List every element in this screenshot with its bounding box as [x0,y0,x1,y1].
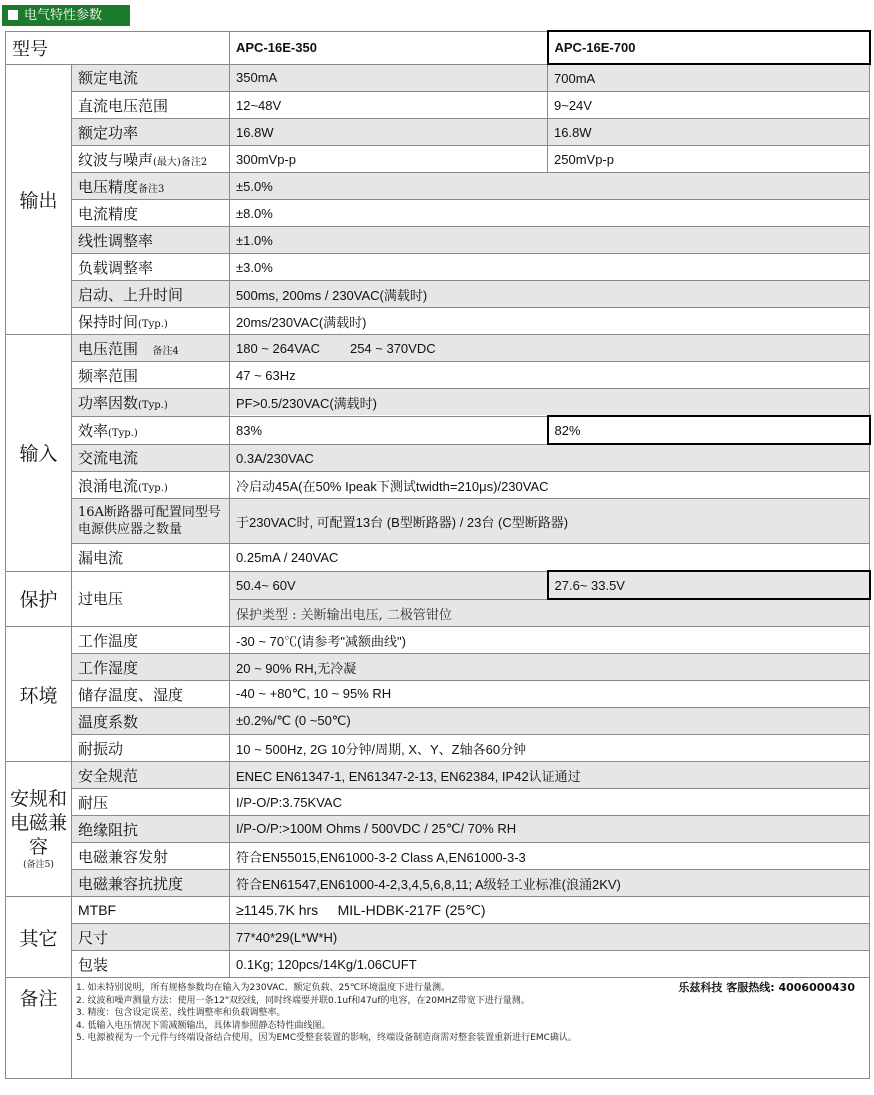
row-value: 0.25mA / 240VAC [230,544,870,572]
row-value: 83% [230,416,548,444]
spec-table [5,30,871,1079]
row-value: 700mA [548,64,870,92]
row-label: 效率(Typ.) [72,416,230,444]
row-value: 27.6~ 33.5V [548,571,870,599]
row-value: I/P-O/P:>100M Ohms / 500VDC / 25℃/ 70% RH [230,816,870,843]
row-label: 工作温度 [72,627,230,654]
row-label: 电压范围 备注4 [72,335,230,362]
row-label: 电压精度备注3 [72,173,230,200]
row-value: -30 ~ 70℃(请参考"减额曲线") [230,627,870,654]
table-row [6,173,870,200]
row-value: 12~48V [230,92,548,119]
row-label: 过电压 [72,571,230,627]
row-label: 16A断路器可配置同型号电源供应器之数量 [72,499,230,544]
row-label: 线性调整率 [72,227,230,254]
row-value: 16.8W [548,119,870,146]
row-label: 尺寸 [72,924,230,951]
row-value: ±8.0% [230,200,870,227]
note-line: 5. 电源被视为一个元件与终端设备结合使用，因为EMC受整套装置的影响，终端设备制造商需对整套装置重新进行EMC确认。 [76,1033,577,1043]
row-value: 冷启动45A(在50% Ipeak下测试twidth=210μs)/230VAC [230,472,870,499]
category-safety-emc: 安规和电磁兼容 (备注5) [6,762,72,897]
notes-cell [72,978,870,1079]
row-value: 82% [548,416,870,444]
row-label: 电流精度 [72,200,230,227]
row-label: 电磁兼容抗扰度 [72,870,230,897]
category-notes: 备注 [6,978,72,1079]
row-value: ±0.2%/℃ (0 ~50℃) [230,708,870,735]
row-value: 250mVp-p [548,146,870,173]
row-label: 交流电流 [72,444,230,472]
row-label: 负载调整率 [72,254,230,281]
row-value: 10 ~ 500Hz, 2G 10分钟/周期, X、Y、Z轴各60分钟 [230,735,870,762]
row-label: 储存温度、湿度 [72,681,230,708]
row-value: 350mA [230,64,548,92]
table-row [6,227,870,254]
category-output: 输出 [6,64,72,335]
table-row [6,978,870,1079]
row-label: 直流电压范围 [72,92,230,119]
table-row [6,681,870,708]
row-value: I/P-O/P:3.75KVAC [230,789,870,816]
row-value: 符合EN61547,EN61000-4-2,3,4,5,6,8,11; A级轻工业标准(浪涌2KV) [230,870,870,897]
row-label: 功率因数(Typ.) [72,389,230,417]
model-2: APC-16E-700 [548,31,870,64]
model-label: 型号 [6,31,230,64]
table-row [6,897,870,924]
row-label: 工作湿度 [72,654,230,681]
table-row [6,335,870,362]
row-value: ENEC EN61347-1, EN61347-2-13, EN62384, IP42认证通过 [230,762,870,789]
row-value: 符合EN55015,EN61000-3-2 Class A,EN61000-3-3 [230,843,870,870]
row-label: 绝缘阻抗 [72,816,230,843]
row-label: 漏电流 [72,544,230,572]
row-value: 20ms/230VAC(满载时) [230,308,870,335]
table-row [6,281,870,308]
row-value: PF>0.5/230VAC(满载时) [230,389,870,417]
note-line: 3. 精度：包含设定误差、线性调整率和负载调整率。 [76,1008,286,1018]
table-row [6,544,870,572]
row-value: 50.4~ 60V [230,571,548,599]
model-1: APC-16E-350 [230,31,548,64]
row-label: 额定功率 [72,119,230,146]
note-line: 1. 如未特别说明，所有规格参数均在输入为230VAC、额定负载、25℃环境温度下进行量测。 [76,983,451,993]
row-value: ±3.0% [230,254,870,281]
table-row [6,627,870,654]
table-row [6,708,870,735]
table-row [6,362,870,389]
note-line: 2. 纹波和噪声测量方法：使用一条12"双绞线，同时终端要并联0.1uf和47uf的电容，在20MHZ带宽下进行量测。 [76,995,530,1006]
row-label: 启动、上升时间 [72,281,230,308]
row-label: 额定电流 [72,64,230,92]
row-label: 耐压 [72,789,230,816]
row-value: 500ms, 200ms / 230VAC(满载时) [230,281,870,308]
table-row [6,146,870,173]
row-value: 300mVp-p [230,146,548,173]
row-label: 保持时间(Typ.) [72,308,230,335]
table-row [6,654,870,681]
table-row [6,92,870,119]
table-row [6,200,870,227]
row-value: 47 ~ 63Hz [230,362,870,389]
table-row [6,119,870,146]
table-row [6,843,870,870]
row-label: 安全规范 [72,762,230,789]
row-value: ≥1145.7K hrs MIL-HDBK-217F (25℃) [230,897,870,924]
table-row [6,389,870,417]
row-label: 包装 [72,951,230,978]
row-value: 于230VAC时, 可配置13台 (B型断路器) / 23台 (C型断路器) [230,499,870,544]
row-label: 耐振动 [72,735,230,762]
table-row [6,951,870,978]
row-value: 180 ~ 264VAC 254 ~ 370VDC [230,335,870,362]
row-value: 9~24V [548,92,870,119]
row-label: 频率范围 [72,362,230,389]
table-row [6,789,870,816]
table-row [6,444,870,472]
category-environment: 环境 [6,627,72,762]
square-icon [8,10,18,20]
table-row [6,499,870,544]
category-others: 其它 [6,897,72,978]
table-row [6,64,870,92]
row-value: 0.1Kg; 120pcs/14Kg/1.06CUFT [230,951,870,978]
row-value: ±1.0% [230,227,870,254]
model-row [6,31,870,64]
table-row [6,924,870,951]
table-row [6,254,870,281]
section-title: 电气特性参数 [2,5,130,26]
row-label: 浪涌电流(Typ.) [72,472,230,499]
table-row [6,870,870,897]
row-label: 电磁兼容发射 [72,843,230,870]
table-row [6,571,870,599]
table-row [6,472,870,499]
table-row [6,735,870,762]
row-label: 温度系数 [72,708,230,735]
table-row [6,762,870,789]
table-row [6,416,870,444]
row-value: 0.3A/230VAC [230,444,870,472]
row-value: 77*40*29(L*W*H) [230,924,870,951]
note-line: 4. 低输入电压情况下需减额输出，具体请参照静态特性曲线图。 [76,1020,331,1031]
row-value: 20 ~ 90% RH,无冷凝 [230,654,870,681]
row-label: MTBF [72,897,230,924]
hotline: 乐兹科技 客服热线: 4006000430 [678,981,855,994]
row-value: -40 ~ +80℃, 10 ~ 95% RH [230,681,870,708]
row-label: 纹波与噪声(最大)备注2 [72,146,230,173]
category-protection: 保护 [6,571,72,627]
table-row [6,308,870,335]
row-value: 16.8W [230,119,548,146]
row-value: 保护类型 : 关断输出电压, 二极管钳位 [230,599,870,627]
row-value: ±5.0% [230,173,870,200]
category-input: 输入 [6,335,72,572]
table-row [6,816,870,843]
